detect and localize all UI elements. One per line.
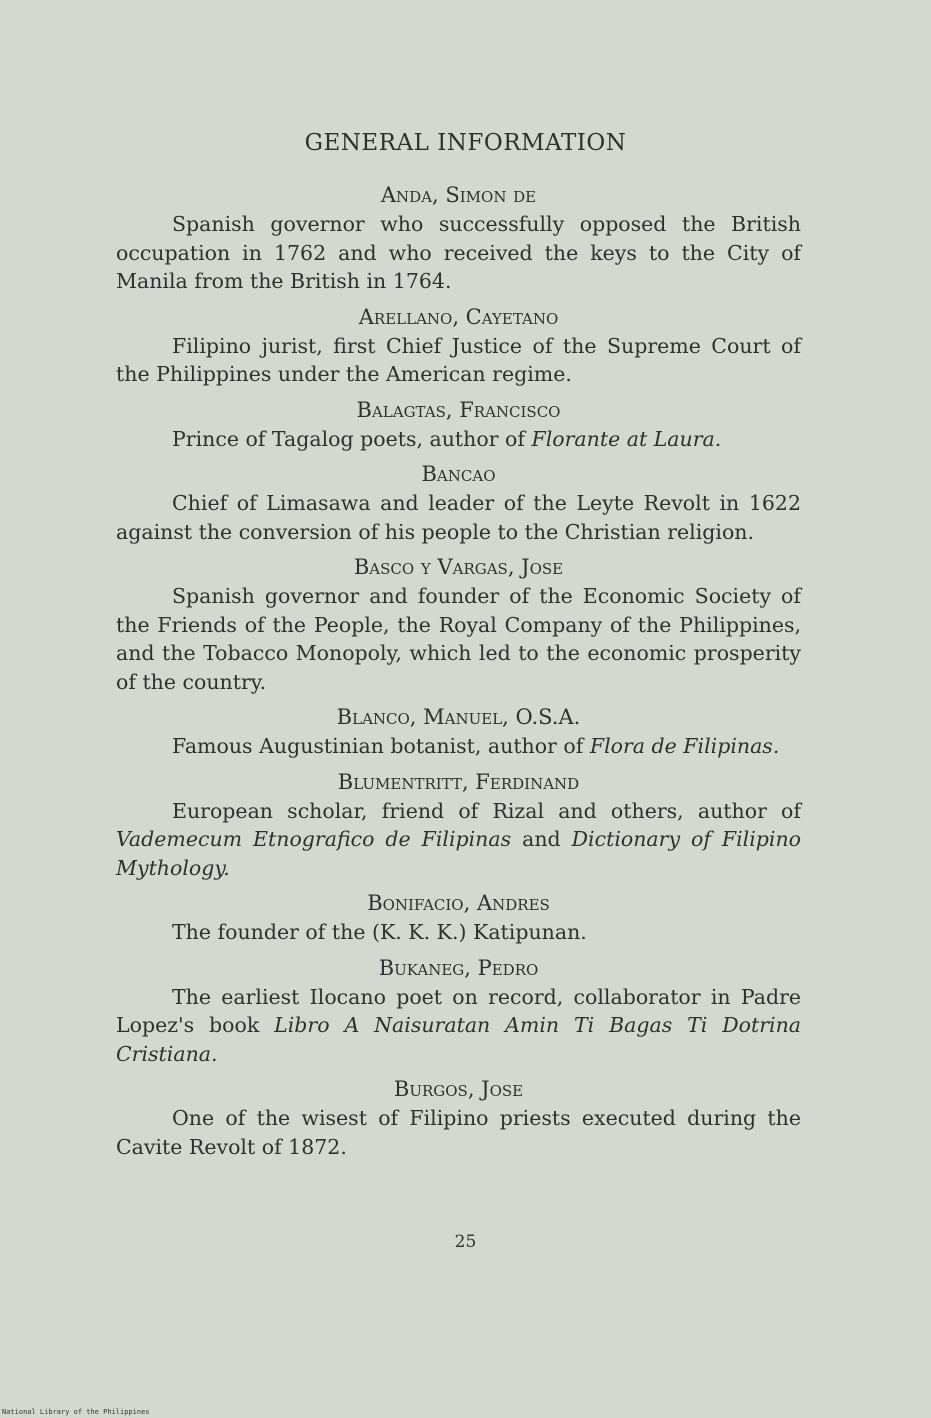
entry-description: The founder of the (K. K. K.) Katipunan. [172,920,587,944]
entry-heading: Anda, Simon de [380,183,537,207]
entry-heading: Blumentritt, Ferdinand [337,769,580,794]
entry-heading: Arellano, Cayetano [358,304,559,329]
entry-description: Prince of Tagalog poets, author of Florante at Laura. [172,426,722,451]
entry-blumentritt [116,767,801,883]
entry-burgos [116,1074,801,1161]
entry-description: The earliest Ilocano poet on record, collaborator in Padre Lopez's book Libro A Naisuratan Amin Ti Bagas Ti Dotrina Cristiana. [116,984,801,1066]
entry-description: One of the wisest of Filipino priests executed during the Cavite Revolt of 1872. [116,1106,801,1159]
page-title: GENERAL INFORMATION [304,130,627,156]
footer-credit: National Library of the Philippines [2,1408,150,1416]
entry-description: Spanish governor who successfully opposed the British occupation in 1762 and who received the keys to the City of Manila from the British in 1764. [116,212,801,293]
entry-description: Filipino jurist, first Chief Justice of the Supreme Court of the Philippines under the American regime. [116,333,801,386]
entry-description: Chief of Limasawa and leader of the Leyte Revolt in 1622 against the conversion of his people to the Christian religion. [116,491,801,544]
entry-balagtas [116,395,801,454]
entry-arellano [116,302,801,389]
entry-bonifacio [116,888,801,947]
entry-heading: Bancao [421,462,496,486]
entry-heading: Bonifacio, Andres [367,891,550,915]
entry-heading: Bukaneg, Pedro [378,955,539,980]
entry-description: European scholar, friend of Rizal and others, author of Vademecum Etnografico de Filipinas and Dictionary of Filipino Mythology. [116,798,801,880]
entry-list [116,180,801,1167]
entry-bukaneg [116,953,801,1069]
entry-heading: Burgos, Jose [393,1077,524,1101]
entry-heading: Blanco, Manuel, O.S.A. [336,705,581,729]
entry-description: Famous Augustinian botanist, author of Flora de Filipinas. [172,734,780,758]
entry-basco [116,552,801,696]
entry-blanco [116,702,801,761]
entry-heading: Balagtas, Francisco [356,397,561,422]
entry-heading: Basco y Vargas, Jose [353,555,564,579]
entry-anda [116,180,801,296]
entry-bancao [116,459,801,546]
page-number: 25 [454,1232,477,1252]
entry-description: Spanish governor and founder of the Economic Society of the Friends of the People, the Royal Company of the Philippines, and the Tobacco Monopoly, which led to the economic prosperity of the country. [116,584,801,694]
